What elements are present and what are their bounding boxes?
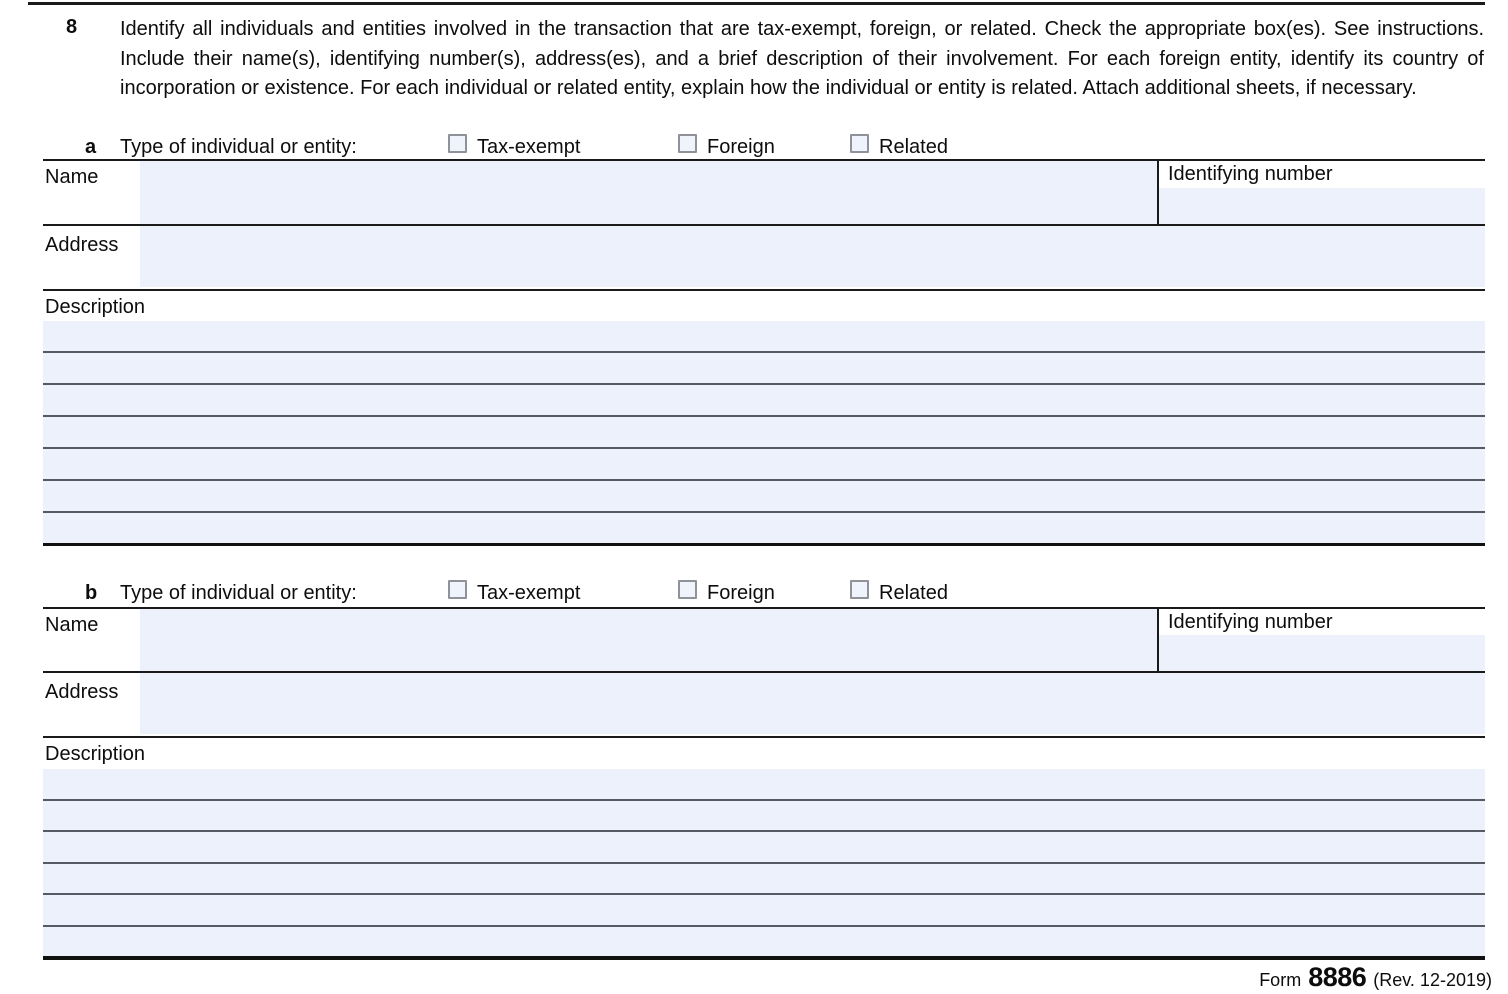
top-border (28, 2, 1485, 5)
item-instructions: Identify all individuals and entities involved in the transaction that are tax-exempt, foreign, or related. Check the appropriate box(es). See instructions. Include their name(s), identifying number(s), address(es), and a brief description of their involvement. For each foreign entity, identify its country of incorporation or existence. For each individual or related entity, explain how the individual or entity is related. Attach additional sheets, if necessary. (120, 18, 1484, 99)
section-b-letter: b (85, 582, 98, 604)
description-line[interactable] (43, 417, 1485, 449)
identifying-number-label: Identifying number (1168, 611, 1333, 633)
name-input[interactable] (140, 609, 1157, 671)
form-footer (1259, 962, 1492, 993)
related-label: Related (879, 136, 948, 158)
identifying-number-input[interactable] (1159, 635, 1485, 671)
description-line[interactable] (43, 353, 1485, 385)
description-line[interactable] (43, 385, 1485, 417)
description-line[interactable] (43, 864, 1485, 896)
description-line[interactable] (43, 895, 1485, 927)
item-number: 8 (66, 16, 78, 38)
description-line[interactable] (43, 449, 1485, 481)
foreign-label: Foreign (707, 136, 775, 158)
related-checkbox[interactable] (850, 134, 869, 153)
tax-exempt-checkbox[interactable] (448, 580, 467, 599)
description-label: Description (45, 743, 146, 765)
description-input (43, 321, 1485, 546)
footer-form-number: 8886 (1308, 962, 1367, 992)
related-checkbox[interactable] (850, 580, 869, 599)
tax-exempt-label: Tax-exempt (477, 582, 581, 604)
name-input[interactable] (140, 161, 1157, 224)
address-label: Address (45, 234, 119, 256)
identifying-number-input[interactable] (1159, 188, 1485, 224)
description-line[interactable] (43, 801, 1485, 833)
tax-exempt-label: Tax-exempt (477, 136, 581, 158)
tax-exempt-checkbox[interactable] (448, 134, 467, 153)
description-line[interactable] (43, 513, 1485, 546)
description-line[interactable] (43, 481, 1485, 513)
related-label: Related (879, 582, 948, 604)
name-label: Name (45, 166, 99, 188)
description-line[interactable] (43, 321, 1485, 353)
description-line[interactable] (43, 832, 1485, 864)
description-label: Description (45, 296, 146, 318)
description-line[interactable] (43, 927, 1485, 961)
section-b-type-label: Type of individual or entity: (120, 582, 357, 604)
foreign-checkbox[interactable] (678, 580, 697, 599)
address-label: Address (45, 681, 119, 703)
section-b (0, 576, 1508, 968)
foreign-label: Foreign (707, 582, 775, 604)
section-a-type-label: Type of individual or entity: (120, 136, 357, 158)
section-a (0, 130, 1508, 546)
divider (43, 736, 1485, 738)
footer-revision: (Rev. 12-2019) (1373, 970, 1492, 990)
address-input[interactable] (140, 226, 1485, 287)
address-input[interactable] (140, 673, 1485, 734)
footer-form-word: Form (1259, 970, 1302, 990)
section-a-letter: a (85, 136, 97, 158)
name-label: Name (45, 614, 99, 636)
description-line[interactable] (43, 769, 1485, 801)
description-input (43, 769, 1485, 960)
foreign-checkbox[interactable] (678, 134, 697, 153)
identifying-number-label: Identifying number (1168, 163, 1333, 185)
divider (43, 289, 1485, 291)
